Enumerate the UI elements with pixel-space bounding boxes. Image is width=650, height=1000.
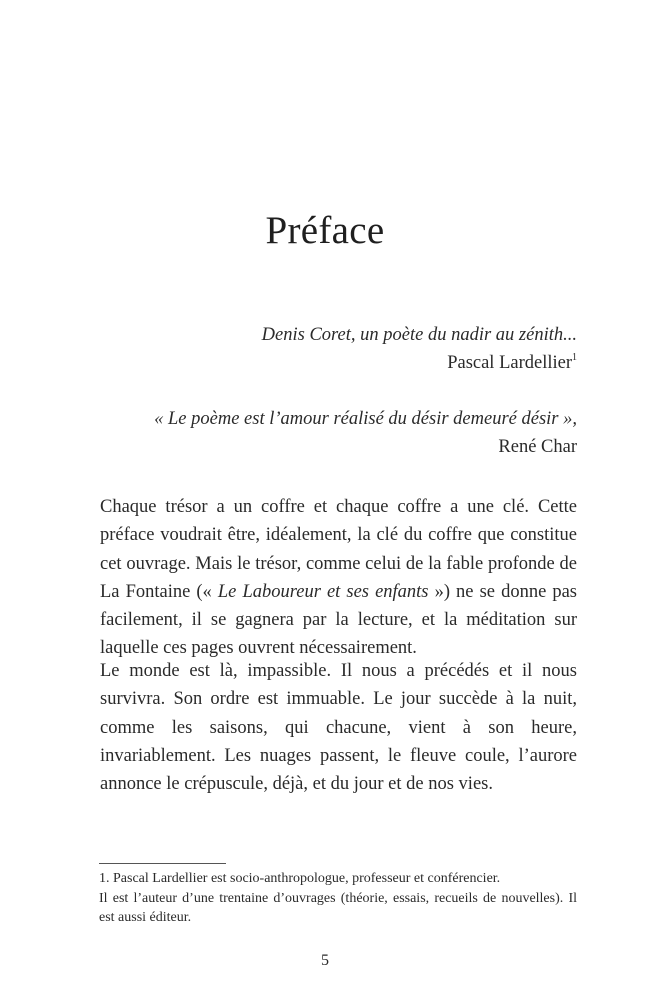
paragraph-2: Le monde est là, impassible. Il nous a précédés et il nous survivra. Son ordre est immuable. Le jour succède à la nuit, comme les saisons, qui chacune, vient à son heure, invariablement. Les nuages passent, le fleuve coule, l’aurore annonce le crépuscule, déjà, et du jour et de nos vies. <box>100 661 577 795</box>
footnote-line-2: Il est l’auteur d’une trentaine d’ouvrages (théorie, essais, recueils de nouvelles). Il est aussi éditeur. <box>99 890 577 925</box>
footnote-ref[interactable]: 1 <box>572 352 577 363</box>
fable-title: Le Laboureur et ses enfants <box>217 581 429 602</box>
epigraph-1 <box>262 321 577 377</box>
epigraph-quote: Denis Coret, un poète du nadir au zénith... <box>261 325 577 345</box>
page-number: 5 <box>321 952 329 969</box>
footnote-divider <box>99 863 226 864</box>
epigraph-author: Pascal Lardellier$^1$ <box>447 352 577 373</box>
page-title: Préface <box>265 209 385 252</box>
epigraph-author: René Char <box>498 437 577 457</box>
paragraph-1: Chaque trésor a un coffre et chaque coffre a une clé. Cette préface voudrait être, idéalement, la clé du coffre que constitue cet ouvrage. Mais le trésor, comme celui de la fable profonde de La Fontaine (« Le Laboureur et ses enfants ») ne se donne pas facilement, il se gagnera par la lecture, et la méditation sur laquelle ces pages ouvrent nécessairement. <box>100 497 578 659</box>
epigraph-2 <box>154 405 577 461</box>
footnote <box>99 869 577 928</box>
epigraph-quote: « Le poème est l’amour réalisé du désir demeuré désir », <box>154 409 577 429</box>
footnote-line-1: 1. Pascal Lardellier est socio-anthropologue, professeur et conférencier. <box>99 871 501 886</box>
